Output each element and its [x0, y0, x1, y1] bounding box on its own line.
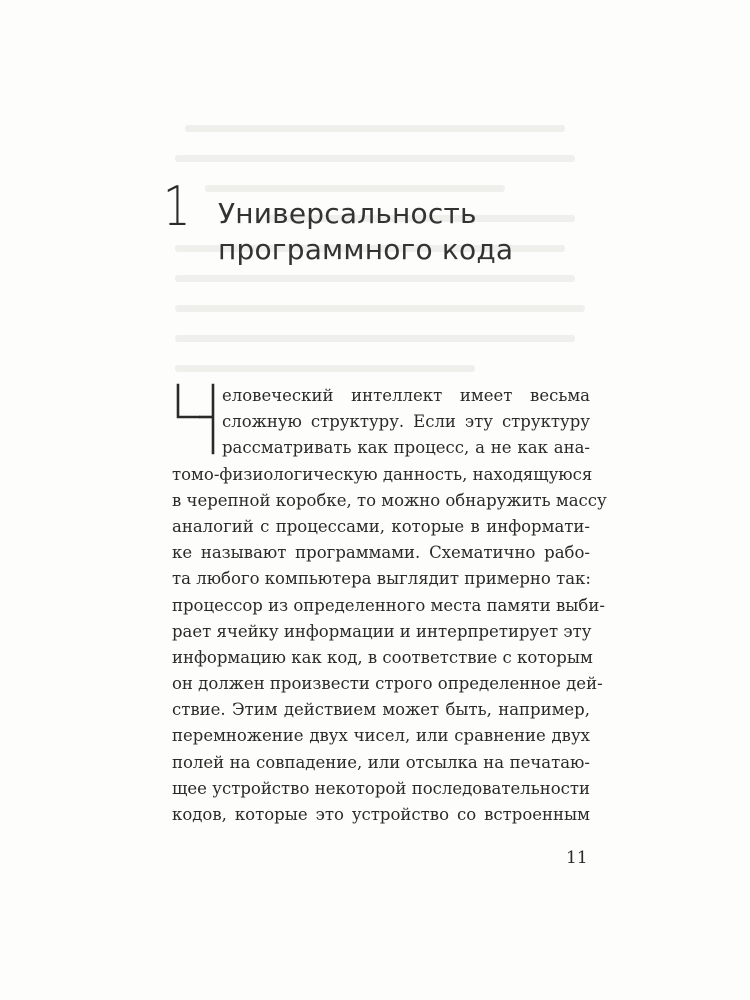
- body-line: процессор из определенного места памяти выби-: [172, 595, 605, 615]
- body-line: та любого компьютера выглядит примерно так:: [172, 569, 591, 589]
- chapter-title-line-1: Универсальность: [218, 197, 477, 230]
- chapter-title: [218, 196, 513, 268]
- page-number: 11: [566, 848, 588, 868]
- chapter-number: 1: [163, 175, 191, 238]
- body-line: рает ячейку информации и интерпретирует эту: [172, 621, 592, 641]
- body-line: рассматривать как процесс, а не как ана-: [222, 438, 590, 458]
- body-line: кодов, которые это устройство со встроенным: [172, 805, 590, 824]
- body-line: аналогий с процессами, которые в информати-: [172, 516, 590, 536]
- dropcap-text: Ч: [173, 383, 174, 384]
- body-line: информацию как код, в соответствие с которым: [172, 647, 593, 667]
- body-line: сложную структуру. Если эту структуру: [222, 412, 590, 432]
- body-line: ствие. Этим действием может быть, например,: [172, 700, 590, 720]
- body-line: еловеческий интеллект имеет весьма: [222, 386, 590, 405]
- body-line: полей на совпадение, или отсылка на печатаю-: [172, 752, 590, 772]
- body-line: перемножение двух чисел, или сравнение двух: [172, 726, 590, 746]
- body-line: он должен произвести строго определенное дей-: [172, 674, 603, 694]
- body-line: щее устройство некоторой последовательности: [172, 778, 590, 798]
- body-line: томо-физиологическую данность, находящуюся: [172, 464, 593, 484]
- body-line: ке называют программами. Схематично рабо-: [172, 543, 590, 563]
- chapter-title-line-2: программного кода: [218, 233, 514, 266]
- body-line: в черепной коробке, то можно обнаружить массу: [172, 490, 607, 510]
- chapter-body: [172, 383, 607, 828]
